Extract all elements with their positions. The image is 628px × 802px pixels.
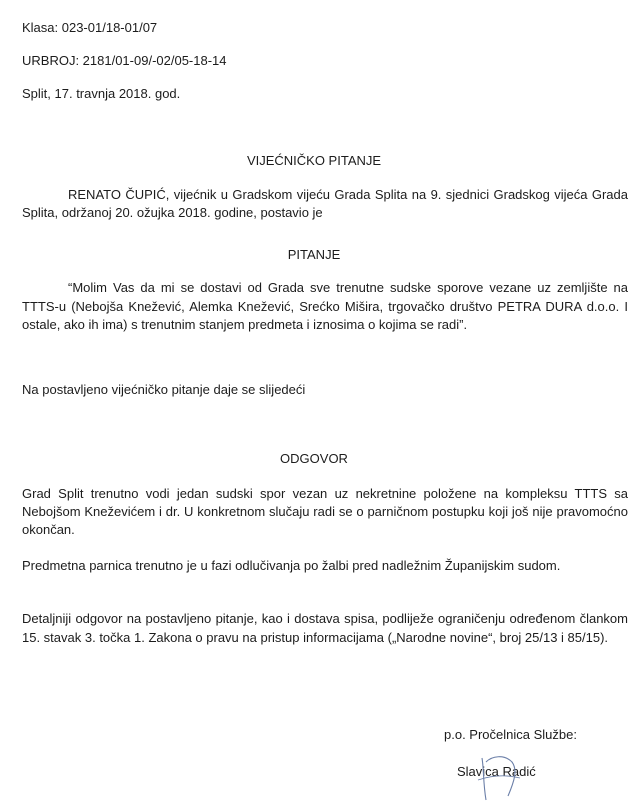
intro-paragraph: RENATO ČUPIĆ, vijećnik u Gradskom vijeću Grada Splita na 9. sjednici Gradskog vijeća Grada Splita, održanoj 20. ožujka 2018. godine, postavio je bbox=[22, 187, 628, 220]
handwritten-signature bbox=[470, 752, 550, 802]
place-date-line: Split, 17. travnja 2018. god. bbox=[22, 86, 181, 101]
signature-name: Slavica Radić bbox=[457, 764, 536, 779]
answer-heading: ODGOVOR bbox=[280, 451, 348, 466]
answer-paragraph: Predmetna parnica trenutno je u fazi odlučivanja po žalbi pred nadležnim Županijskim sudom. bbox=[22, 558, 561, 573]
question-heading: PITANJE bbox=[287, 247, 341, 262]
question-paragraph: “Molim Vas da mi se dostavi od Grada sve trenutne sudske sporove vezane uz zemljište na TTTS-u (Nebojša Knežević, Alemka Knežević, Srećko Mišira, trgovačko društvo PETRA DURA d.o.o. I ostale, ako ih ima) s trenutnim stanjem predmeta i iznosima o kojima se radi”. bbox=[22, 280, 628, 332]
document-title: VIJEĆNIČKO PITANJE bbox=[246, 153, 382, 168]
answer-paragraph: Grad Split trenutno vodi jedan sudski spor vezan uz nekretnine položene na kompleksu TTTS sa Nebojšom Kneževićem i dr. U konkretnom slučaju radi se o parničnom postupku koji još nije pravomoćno okončan. bbox=[22, 486, 628, 537]
signature-role: p.o. Pročelnica Službe: bbox=[444, 727, 577, 742]
answer-intro: Na postavljeno vijećničko pitanje daje se slijedeći bbox=[22, 382, 306, 397]
answer-paragraph: Detaljniji odgovor na postavljeno pitanje, kao i dostava spisa, podliježe ograničenju određenom člankom 15. stavak 3. točka 1. Zakona o pravu na pristup informacijama („Narodne novine“, broj 25/13 i 85/15). bbox=[22, 611, 628, 645]
klasa-line: Klasa: 023-01/18-01/07 bbox=[22, 20, 158, 35]
urbroj-line: URBROJ: 2181/01-09/-02/05-18-14 bbox=[22, 53, 227, 68]
